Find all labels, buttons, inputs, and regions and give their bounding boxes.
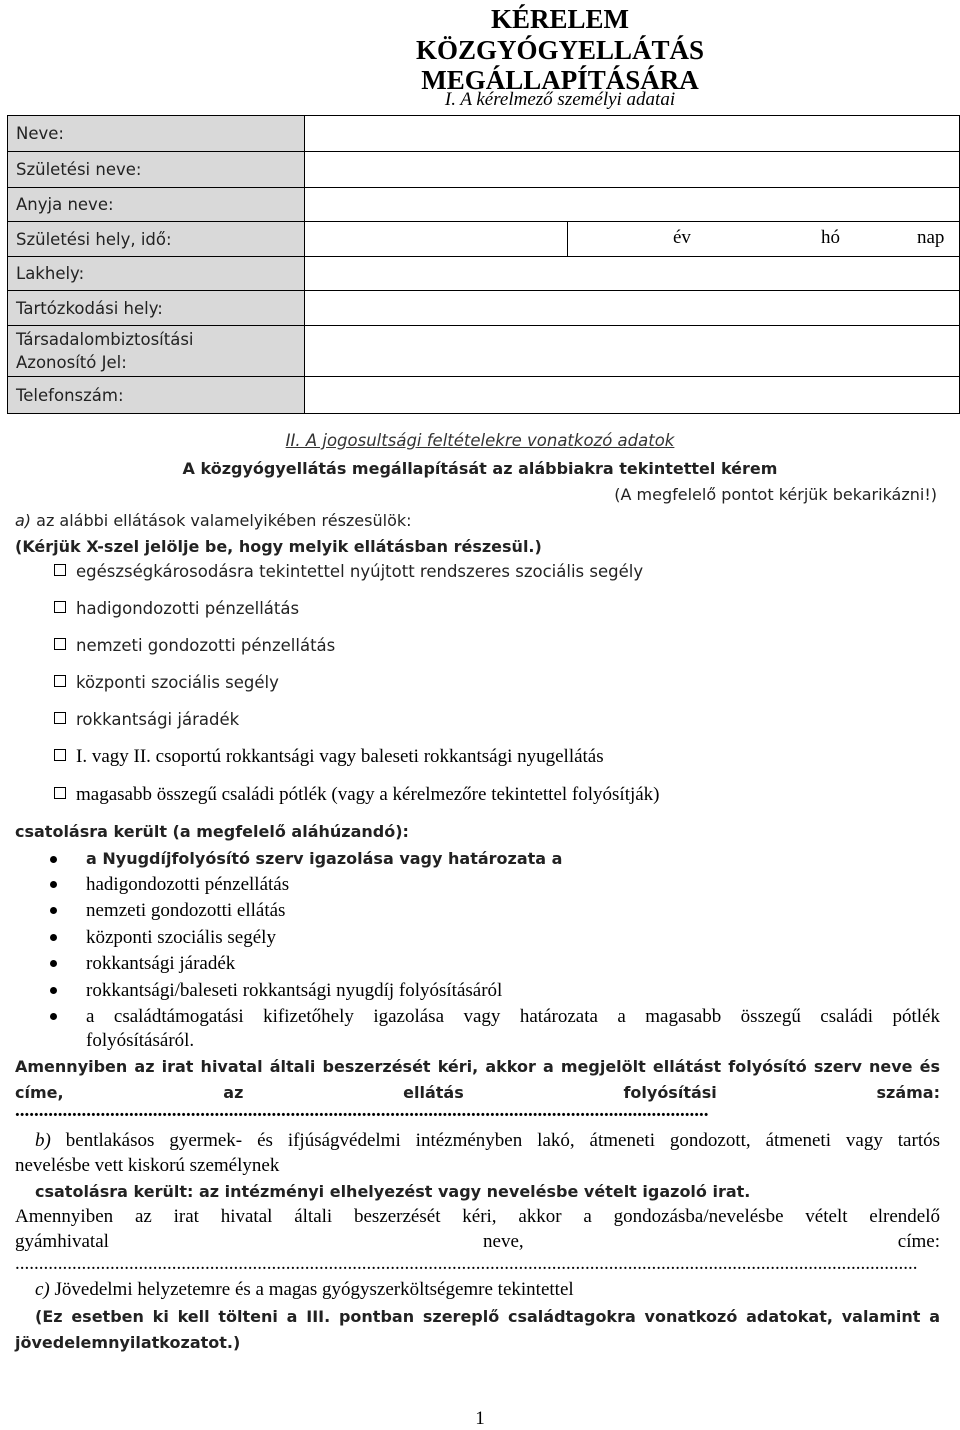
taj-field[interactable]: [305, 326, 960, 377]
section-1-title: I. A kérelmező személyi adatai: [444, 89, 676, 110]
benefit-label: I. vagy II. csoportú rokkantsági vagy baleseti rokkantsági nyugellátás: [76, 746, 604, 767]
option-b-line2: nevelésbe vett kiskorú személynek: [15, 1155, 280, 1176]
option-c-text: Jövedelmi helyzetemre és a magas gyógyszerköltségemre tekintettel: [49, 1279, 574, 1300]
birth-name-field[interactable]: [305, 152, 960, 188]
checkbox[interactable]: [54, 675, 66, 687]
option-b-label: b): [35, 1130, 51, 1151]
benefit-label: nemzeti gondozotti pénzellátás: [76, 636, 336, 655]
benefit-label: hadigondozotti pénzellátás: [76, 599, 300, 618]
option-b-attached: csatolásra került: az intézményi elhelyezést vagy nevelésbe vételt igazoló irat.: [35, 1182, 751, 1201]
option-b-text: bentlakásos gyermek- és ifjúságvédelmi intézményben lakó, átmeneti gondozott, átmeneti vagy tartós: [50, 1130, 940, 1151]
checkbox[interactable]: [54, 564, 66, 576]
attachment-item: [86, 1006, 940, 1028]
benefit-label: egészségkárosodásra tekintettel nyújtott rendszeres szociális segély: [76, 562, 644, 581]
month-label: hó: [821, 227, 840, 248]
checkbox[interactable]: [54, 712, 66, 724]
attachment-item: [86, 927, 940, 949]
option-c-note-line1: (Ez esetben ki kell tölteni a III. pontban szereplő családtagokra vonatkozó adatokat, valamint a: [35, 1307, 940, 1326]
section-2-note: (A megfelelő pontot kérjük bekarikázni!): [614, 485, 937, 504]
phone-field[interactable]: [305, 377, 960, 414]
residence-label: Lakhely:: [8, 257, 305, 291]
checkbox[interactable]: [54, 749, 66, 761]
benefit-label: rokkantsági járadék: [76, 710, 240, 729]
office-request-line1: Amennyiben az irat hivatal általi beszerzését kéri, akkor a megjelölt ellátást folyósító szerv neve és: [15, 1057, 940, 1076]
option-a-label: a): [15, 511, 32, 530]
section-2-subtitle: A közgyógyellátás megállapítását az alábbiakra tekintettel kérem: [182, 459, 778, 478]
attachment-text: a családtámogatási kifizetőhely igazolása vagy határozata a magasabb összegű családi pótlék: [86, 1006, 940, 1027]
stay-place-field[interactable]: [305, 291, 960, 326]
bullet-icon: [50, 856, 57, 863]
bullet-icon: [50, 907, 57, 914]
benefit-checkbox-row[interactable]: [54, 636, 335, 655]
attached-heading: csatolásra került (a megfelelő aláhúzandó):: [15, 822, 409, 841]
attachment-text: hadigondozotti pénzellátás: [86, 874, 290, 895]
option-c-note-line2: jövedelemnyilatkozatot.): [15, 1333, 241, 1352]
attachment-item: [86, 900, 940, 922]
day-label: nap: [917, 227, 945, 248]
attachment-text: központi szociális segély: [86, 927, 276, 948]
taj-label: [8, 326, 305, 377]
benefit-label: központi szociális segély: [76, 673, 279, 692]
year-label: év: [673, 227, 691, 248]
birth-date-field[interactable]: [567, 221, 959, 257]
attachment-text: a Nyugdíjfolyósító szerv igazolása vagy határozata a: [86, 849, 563, 868]
checkbox[interactable]: [54, 787, 66, 799]
attachment-text: rokkantsági/baleseti rokkantsági nyugdíj folyósításáról: [86, 980, 503, 1001]
option-a-instruction: (Kérjük X-szel jelölje be, hogy melyik ellátásban részesül.): [15, 537, 542, 556]
birth-place-field[interactable]: [305, 222, 960, 257]
mother-name-label: Anyja neve:: [8, 188, 305, 222]
birth-name-label: Születési neve:: [8, 152, 305, 188]
section-2-title: II. A jogosultsági feltételekre vonatkozó adatok: [285, 431, 675, 450]
benefit-checkbox-row[interactable]: [54, 599, 299, 618]
attachment-item: [86, 874, 940, 896]
taj-label-line1: Társadalombiztosítási: [16, 330, 194, 349]
mother-name-field[interactable]: [305, 188, 960, 222]
benefit-checkbox-row[interactable]: [54, 562, 643, 581]
taj-label-line2: Azonosító Jel:: [16, 353, 127, 372]
benefit-checkbox-row[interactable]: [54, 746, 604, 768]
option-b-line1: [35, 1130, 940, 1152]
attachment-item: [86, 980, 940, 1002]
option-a-text: az alábbi ellátások valamelyikében részesülök:: [31, 511, 412, 530]
bullet-icon: [50, 934, 57, 941]
stay-place-label: Tartózkodási hely:: [8, 291, 305, 326]
attachment-text: rokkantsági járadék: [86, 953, 236, 974]
attachment-item-continued: folyósításáról.: [86, 1030, 195, 1051]
dotted-fill-line-2[interactable]: ..............................................................................................................................................................................................: [15, 1253, 918, 1274]
office-request-line2: címe, az ellátás folyósítási száma:: [15, 1083, 940, 1102]
option-b-request-line1: Amennyiben az irat hivatal általi beszerzését kéri, akkor a gondozásba/nevelésbe vételt elrendelő: [15, 1206, 940, 1227]
benefit-checkbox-row[interactable]: [54, 673, 279, 692]
option-c-label: c): [35, 1279, 50, 1300]
bullet-icon: [50, 960, 57, 967]
dotted-fill-line[interactable]: ..................................................................................................................................................: [15, 1100, 709, 1121]
form-subtitle: KÖZGYÓGYELLÁTÁS MEGÁLLAPÍTÁSÁRA: [415, 35, 705, 95]
residence-field[interactable]: [305, 257, 960, 291]
benefit-checkbox-row[interactable]: [54, 710, 239, 729]
bullet-icon: [50, 1013, 57, 1020]
benefit-label: magasabb összegű családi pótlék (vagy a kérelmezőre tekintettel folyósítják): [76, 784, 660, 805]
form-title: KÉRELEM: [490, 4, 630, 34]
bullet-icon: [50, 987, 57, 994]
option-b-request-line2: gyámhivatal neve, címe:: [15, 1231, 940, 1252]
personal-data-table: [7, 115, 960, 414]
name-label: Neve:: [8, 116, 305, 152]
checkbox[interactable]: [54, 638, 66, 650]
bullet-icon: [50, 881, 57, 888]
benefit-checkbox-row[interactable]: [54, 784, 660, 806]
checkbox[interactable]: [54, 601, 66, 613]
attachment-item: [86, 849, 940, 868]
phone-label: Telefonszám:: [8, 377, 305, 414]
attachment-text: nemzeti gondozotti ellátás: [86, 900, 286, 921]
option-a-heading: [15, 511, 940, 530]
name-field[interactable]: [305, 116, 960, 152]
birth-place-time-label: Születési hely, idő:: [8, 222, 305, 257]
attachment-item: [86, 953, 940, 975]
page-number: 1: [475, 1408, 485, 1429]
option-c-line: [35, 1279, 940, 1301]
